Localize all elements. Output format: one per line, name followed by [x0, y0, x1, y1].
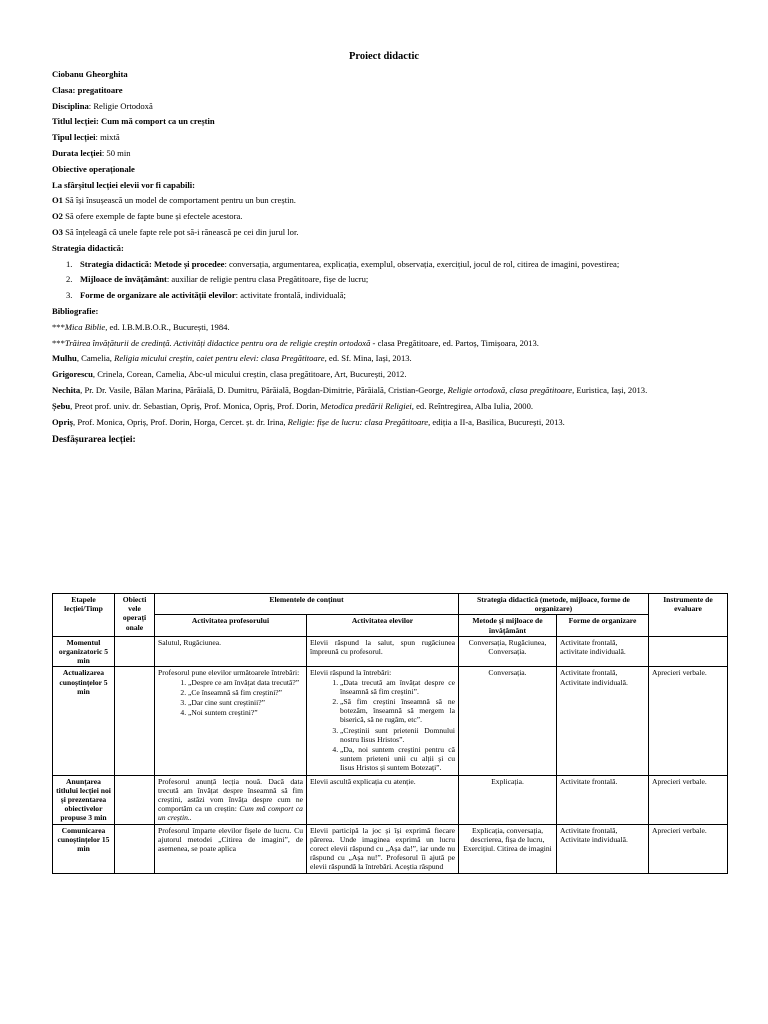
table-subheader-row — [53, 615, 728, 636]
question-list — [158, 678, 303, 718]
stage-cell: Actualizarea cunoștințelor 5 min — [53, 667, 115, 775]
strategy-item: 3. Forme de organizare ale activității elevilor: activitate frontală, individuală; — [66, 290, 346, 301]
objective-cell — [115, 636, 155, 667]
evaluation-cell: Aprecieri verbale. — [649, 824, 728, 873]
list-item: 2. „Ce înseamnă să fim creștini?” — [188, 688, 303, 697]
bibliography-item: ***Mica Biblie, ed. I.B.M.B.O.R., București, 1984. — [52, 321, 230, 332]
header-forms: Forme de organizare — [557, 615, 649, 636]
list-item: 1. „Data trecută am învățat despre ce înseamnă să fim creștini”. — [340, 678, 455, 696]
stage-cell: Momentul organizatoric 5 min — [53, 636, 115, 667]
methods-cell: Conversația. — [459, 667, 557, 775]
methods-cell: Conversația, Rugăciunea, Conversația. — [459, 636, 557, 667]
teacher-cell: Salutul, Rugăciunea. — [155, 636, 307, 667]
objective-cell — [115, 667, 155, 775]
bibliography-item: Nechita, Pr. Dr. Vasile, Bălan Marina, Părăială, D. Dumitru, Părăială, Bogdan-Dimitrie, Părăială, Cristian-George, Religie ortodoxă, clasa pregătitoare, Euristica, Iași, 2013. — [52, 384, 648, 395]
answer-list — [310, 678, 455, 773]
header-stages: Etapele lecției/Timp — [53, 594, 115, 637]
list-item: 3. „Creștinii sunt prietenii Domnului nostru Iisus Hristos”. — [340, 726, 455, 744]
forms-cell: Activitate frontală, Activitate individuală. — [557, 824, 649, 873]
teacher-cell: Profesorul anunță lecția nouă. Dacă data trecută am învățat despre înseamnă să fim creștini, astăzi vom învăța despre cum ne comportăm ca un creștin: Cum mă comport ca un creștin.. — [155, 775, 307, 824]
students-cell: Elevii răspund la salut, spun rugăciunea împreună cu profesorul. — [307, 636, 459, 667]
class-line: Clasa: pregatitoare — [52, 84, 123, 95]
teacher-cell: Profesorul pune elevilor următoarele întrebări: 1. „Despre ce am învățat data trecută?” 2. „Ce înseamnă să fim creștini?” 3. „Dar cine sunt creștinii?” 4. „Noi suntem creștini?” — [155, 667, 307, 775]
header-content: Elementele de conținut — [155, 594, 459, 615]
students-cell: Elevii răspund la întrebări: 1. „Data trecută am învățat despre ce înseamnă să fim creștini”. 2. „Să fim creștini înseamnă să ne botezăm, înseamnă să mergem la biserică, să ne rugăm, etc”. 3. „Creștinii sunt prietenii Domnului nostru Iisus Hristos”. 4. „Da, noi suntem creștini pentru că suntem prieteni unii cu alții și cu Iisus Hristos și suntem Botezați”. — [307, 667, 459, 775]
forms-cell: Activitate frontală, activitate individuală. — [557, 636, 649, 667]
header-evaluation: Instrumente de evaluare — [649, 594, 728, 637]
bibliography-item: Mulhu, Camelia, Religia micului creștin, caiet pentru elevi: clasa Pregătitoare, ed. Sf. Mina, Iași, 2013. — [52, 353, 412, 364]
objective-item: O1 Să își însușească un model de comportament pentru un bun creștin. — [52, 195, 296, 206]
objective-item: O3 Să înțeleagă că unele fapte rele pot să-i rănească pe cei din jurul lor. — [52, 226, 299, 237]
methods-cell: Explicația. — [459, 775, 557, 824]
header-teacher: Activitatea profesorului — [155, 615, 307, 636]
methods-cell: Explicația, conversația, descrierea, fișa de lucru, Exercițiul. Citirea de imagini — [459, 824, 557, 873]
discipline-line: Disciplina: Religie Ortodoxă — [52, 100, 153, 111]
stage-cell: Anunțarea titlului lecției noi și prezentarea obiectivelor propuse 3 min — [53, 775, 115, 824]
header-strategy: Strategia didactică (metode, mijloace, forme de organizare) — [459, 594, 649, 615]
bibliography-item: Grigorescu, Crinela, Corean, Camelia, Abc-ul micului creștin, clasa pregătitoare, Art, București, 2012. — [52, 369, 407, 380]
document-title: Proiect didactic — [348, 51, 420, 62]
lesson-title-line: Titlul lecției: Cum mă comport ca un creștin — [52, 116, 215, 127]
duration-line: Durata lecției: 50 min — [52, 147, 131, 158]
table-row — [53, 667, 728, 775]
evaluation-cell — [649, 636, 728, 667]
students-cell: Elevii participă la joc și își exprimă fiecare părerea. Unde imaginea exprimă un lucru corect elevii răspund cu „Așa da!”, iar unde nu răspund cu „Așa nu!”. Profesorul îi ajută pe elevii răspundă la întrebări. Aceștia răspund — [307, 824, 459, 873]
bibliography-item: Șebu, Preot prof. univ. dr. Sebastian, Opriș, Prof. Monica, Opriș, Prof. Dorin, Metodica predării Religiei, ed. Reîntregirea, Alba Iulia, 2000. — [52, 400, 534, 411]
bibliography-item: Opriș, Prof. Monica, Opriș, Prof. Dorin, Horga, Cercet. șt. dr. Irina, Religie: fișe de lucru: clasa Pregătitoare, ediția a II-a, Basilica, București, 2013. — [52, 416, 565, 427]
strategy-heading: Strategia didactică: — [52, 242, 124, 253]
objectives-heading: Obiective operaționale — [52, 163, 135, 174]
forms-cell: Activitate frontală. — [557, 775, 649, 824]
teacher-cell: Profesorul împarte elevilor fișele de lucru. Cu ajutorul metodei „Citirea de imagini”, de asemenea, se poate aplica — [155, 824, 307, 873]
objective-cell — [115, 824, 155, 873]
stage-cell: Comunicarea cunoștințelor 15 min — [53, 824, 115, 873]
strategy-item: 2. Mijloace de învățământ: auxiliar de religie pentru clasa Pregătitoare, fișe de lucru; — [66, 274, 369, 285]
strategy-item: 1. Strategia didactică: Metode și procedee: conversația, argumentarea, explicația, exemplul, observația, exercițiul, jocul de rol, citirea de imagini, povestirea; — [66, 258, 620, 269]
evaluation-cell: Aprecieri verbale. — [649, 775, 728, 824]
capable-heading: La sfârșitul lecției elevii vor fi capabili: — [52, 179, 196, 190]
forms-cell: Activitate frontală, Activitate individuală. — [557, 667, 649, 775]
students-cell: Elevii ascultă explicația cu atenție. — [307, 775, 459, 824]
lesson-flow-heading: Desfășurarea lecției: — [52, 434, 136, 445]
list-item: 2. „Să fim creștini înseamnă să ne botezăm, înseamnă să mergem la biserică, să ne rugăm, etc”. — [340, 697, 455, 725]
list-item: 1. „Despre ce am învățat data trecută?” — [188, 678, 303, 687]
list-item: 4. „Noi suntem creștini?” — [188, 708, 303, 717]
bibliography-item: ***Trăirea învățăturii de credință. Activități didactice pentru ora de religie creștin ortodoxă - clasa Pregătitoare, ed. Partoș, Timișoara, 2013. — [52, 337, 539, 348]
table-header-row — [53, 594, 728, 615]
author-name: Ciobanu Gheorghita — [52, 69, 128, 79]
table-row — [53, 775, 728, 824]
header-methods: Metode și mijloace de învățământ — [459, 615, 557, 636]
lesson-plan-table — [52, 593, 728, 874]
metadata-block — [52, 67, 732, 430]
header-students: Activitatea elevilor — [307, 615, 459, 636]
objective-cell — [115, 775, 155, 824]
strategy-list — [52, 257, 732, 304]
objective-item: O2 Să ofere exemple de fapte bune și efectele acestora. — [52, 211, 243, 222]
bibliography-heading: Bibliografie: — [52, 305, 99, 316]
lesson-type-line: Tipul lecției: mixtă — [52, 132, 120, 143]
evaluation-cell: Aprecieri verbale. — [649, 667, 728, 775]
header-objectives: Obiecti vele operați onale — [115, 594, 155, 637]
list-item: 3. „Dar cine sunt creștinii?” — [188, 698, 303, 707]
table-row — [53, 824, 728, 873]
list-item: 4. „Da, noi suntem creștini pentru că suntem prieteni unii cu alții și cu Iisus Hristos și suntem Botezați”. — [340, 745, 455, 773]
table-row — [53, 636, 728, 667]
